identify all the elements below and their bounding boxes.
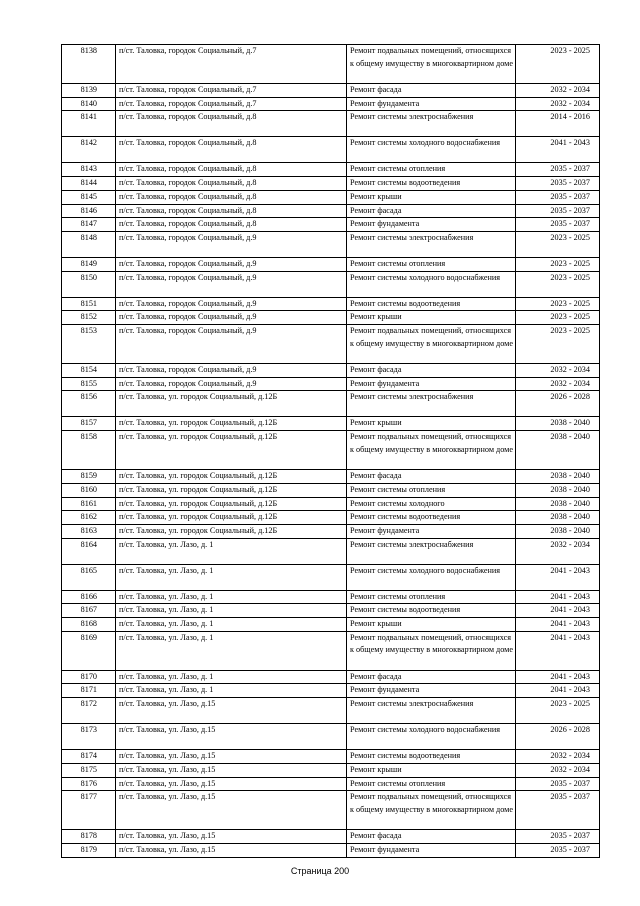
address-cell: п/ст. Таловка, городок Социальный, д.7	[116, 97, 347, 111]
period-cell: 2038 - 2040	[516, 431, 600, 470]
table-row	[62, 218, 600, 232]
period-cell: 2038 - 2040	[516, 511, 600, 525]
table-row	[62, 177, 600, 191]
row-number: 8170	[62, 670, 116, 684]
address-cell: п/ст. Таловка, ул. городок Социальный, д.12Б	[116, 417, 347, 431]
period-cell: 2032 - 2034	[516, 364, 600, 378]
work-type-cell: Ремонт фундамента	[347, 97, 516, 111]
work-type-cell: Ремонт фасада	[347, 364, 516, 378]
table-row	[62, 364, 600, 378]
table-row	[62, 750, 600, 764]
work-type-cell: Ремонт системы отопления	[347, 163, 516, 177]
table-row	[62, 483, 600, 497]
work-type-cell: Ремонт фасада	[347, 204, 516, 218]
table-row	[62, 524, 600, 538]
table-row	[62, 311, 600, 325]
row-number: 8179	[62, 843, 116, 857]
table-row	[62, 590, 600, 604]
period-cell: 2023 - 2025	[516, 297, 600, 311]
work-type-cell: Ремонт фасада	[347, 670, 516, 684]
address-cell: п/ст. Таловка, ул. городок Социальный, д.12Б	[116, 511, 347, 525]
table-row	[62, 830, 600, 844]
table-row	[62, 511, 600, 525]
work-type-cell: Ремонт системы электроснабжения	[347, 111, 516, 137]
period-cell: 2023 - 2025	[516, 271, 600, 297]
row-number: 8149	[62, 257, 116, 271]
address-cell: п/ст. Таловка, ул. Лазо, д.15	[116, 763, 347, 777]
address-cell: п/ст. Таловка, ул. городок Социальный, д.12Б	[116, 431, 347, 470]
row-number: 8155	[62, 377, 116, 391]
address-cell: п/ст. Таловка, городок Социальный, д.9	[116, 271, 347, 297]
page-number: Страница 200	[290, 866, 350, 876]
address-cell: п/ст. Таловка, ул. городок Социальный, д.12Б	[116, 524, 347, 538]
address-cell: п/ст. Таловка, городок Социальный, д.9	[116, 297, 347, 311]
period-cell: 2023 - 2025	[516, 257, 600, 271]
period-cell: 2038 - 2040	[516, 470, 600, 484]
row-number: 8142	[62, 137, 116, 163]
address-cell: п/ст. Таловка, ул. Лазо, д.15	[116, 791, 347, 830]
table-row	[62, 538, 600, 564]
address-cell: п/ст. Таловка, городок Социальный, д.8	[116, 218, 347, 232]
table-row	[62, 391, 600, 417]
table-row	[62, 724, 600, 750]
work-type-cell: Ремонт системы отопления	[347, 483, 516, 497]
table-row	[62, 564, 600, 590]
period-cell: 2035 - 2037	[516, 218, 600, 232]
work-type-cell: Ремонт подвальных помещений, относящихся к общему имуществу в многоквартирном доме	[347, 325, 516, 364]
address-cell: п/ст. Таловка, ул. Лазо, д.15	[116, 830, 347, 844]
table-row	[62, 777, 600, 791]
table-row	[62, 97, 600, 111]
table-row	[62, 190, 600, 204]
work-type-cell: Ремонт крыши	[347, 763, 516, 777]
period-cell: 2041 - 2043	[516, 604, 600, 618]
row-number: 8178	[62, 830, 116, 844]
row-number: 8151	[62, 297, 116, 311]
table-row	[62, 631, 600, 670]
period-cell: 2023 - 2025	[516, 325, 600, 364]
row-number: 8162	[62, 511, 116, 525]
table-row	[62, 698, 600, 724]
row-number: 8141	[62, 111, 116, 137]
row-number: 8169	[62, 631, 116, 670]
work-type-cell: Ремонт фасада	[347, 470, 516, 484]
work-type-cell: Ремонт системы холодного водоснабжения	[347, 564, 516, 590]
address-cell: п/ст. Таловка, ул. Лазо, д.15	[116, 698, 347, 724]
work-type-cell: Ремонт подвальных помещений, относящихся к общему имуществу в многоквартирном доме	[347, 631, 516, 670]
work-type-cell: Ремонт системы электроснабжения	[347, 698, 516, 724]
row-number: 8138	[62, 45, 116, 84]
table-row	[62, 257, 600, 271]
row-number: 8174	[62, 750, 116, 764]
address-cell: п/ст. Таловка, ул. Лазо, д.15	[116, 843, 347, 857]
period-cell: 2032 - 2034	[516, 97, 600, 111]
row-number: 8158	[62, 431, 116, 470]
work-type-cell: Ремонт системы холодного	[347, 497, 516, 511]
row-number: 8160	[62, 483, 116, 497]
table-row	[62, 111, 600, 137]
period-cell: 2038 - 2040	[516, 417, 600, 431]
table-row	[62, 417, 600, 431]
address-cell: п/ст. Таловка, городок Социальный, д.8	[116, 204, 347, 218]
period-cell: 2035 - 2037	[516, 177, 600, 191]
table-body	[62, 45, 600, 858]
row-number: 8168	[62, 618, 116, 632]
period-cell: 2023 - 2025	[516, 698, 600, 724]
work-type-cell: Ремонт фундамента	[347, 684, 516, 698]
address-cell: п/ст. Таловка, ул. городок Социальный, д.12Б	[116, 483, 347, 497]
row-number: 8139	[62, 84, 116, 98]
row-number: 8172	[62, 698, 116, 724]
table-row	[62, 45, 600, 84]
work-type-cell: Ремонт системы водоотведения	[347, 297, 516, 311]
address-cell: п/ст. Таловка, ул. городок Социальный, д.12Б	[116, 391, 347, 417]
table-row	[62, 297, 600, 311]
repair-schedule-table	[61, 44, 600, 858]
period-cell: 2041 - 2043	[516, 618, 600, 632]
table-row	[62, 377, 600, 391]
period-cell: 2035 - 2037	[516, 777, 600, 791]
table-row	[62, 684, 600, 698]
work-type-cell: Ремонт системы электроснабжения	[347, 231, 516, 257]
address-cell: п/ст. Таловка, ул. Лазо, д. 1	[116, 590, 347, 604]
table-row	[62, 763, 600, 777]
address-cell: п/ст. Таловка, ул. городок Социальный, д.12Б	[116, 470, 347, 484]
row-number: 8148	[62, 231, 116, 257]
period-cell: 2035 - 2037	[516, 190, 600, 204]
work-type-cell: Ремонт фундамента	[347, 843, 516, 857]
table-row	[62, 231, 600, 257]
table-row	[62, 271, 600, 297]
period-cell: 2026 - 2028	[516, 724, 600, 750]
row-number: 8146	[62, 204, 116, 218]
period-cell: 2035 - 2037	[516, 791, 600, 830]
row-number: 8164	[62, 538, 116, 564]
address-cell: п/ст. Таловка, городок Социальный, д.9	[116, 231, 347, 257]
row-number: 8171	[62, 684, 116, 698]
row-number: 8145	[62, 190, 116, 204]
table-row	[62, 470, 600, 484]
period-cell: 2038 - 2040	[516, 524, 600, 538]
address-cell: п/ст. Таловка, городок Социальный, д.7	[116, 84, 347, 98]
address-cell: п/ст. Таловка, ул. Лазо, д. 1	[116, 684, 347, 698]
work-type-cell: Ремонт системы электроснабжения	[347, 391, 516, 417]
address-cell: п/ст. Таловка, ул. Лазо, д.15	[116, 750, 347, 764]
address-cell: п/ст. Таловка, городок Социальный, д.9	[116, 311, 347, 325]
period-cell: 2023 - 2025	[516, 311, 600, 325]
period-cell: 2032 - 2034	[516, 750, 600, 764]
address-cell: п/ст. Таловка, ул. Лазо, д. 1	[116, 618, 347, 632]
row-number: 8166	[62, 590, 116, 604]
work-type-cell: Ремонт системы водоотведения	[347, 177, 516, 191]
work-type-cell: Ремонт системы холодного водоснабжения	[347, 724, 516, 750]
address-cell: п/ст. Таловка, городок Социальный, д.8	[116, 137, 347, 163]
period-cell: 2032 - 2034	[516, 84, 600, 98]
address-cell: п/ст. Таловка, ул. Лазо, д. 1	[116, 564, 347, 590]
address-cell: п/ст. Таловка, ул. Лазо, д.15	[116, 724, 347, 750]
work-type-cell: Ремонт системы водоотведения	[347, 511, 516, 525]
period-cell: 2035 - 2037	[516, 830, 600, 844]
period-cell: 2035 - 2037	[516, 843, 600, 857]
table-row	[62, 163, 600, 177]
row-number: 8163	[62, 524, 116, 538]
address-cell: п/ст. Таловка, ул. Лазо, д. 1	[116, 670, 347, 684]
period-cell: 2041 - 2043	[516, 631, 600, 670]
work-type-cell: Ремонт системы электроснабжения	[347, 538, 516, 564]
address-cell: п/ст. Таловка, ул. городок Социальный, д.12Б	[116, 497, 347, 511]
work-type-cell: Ремонт фасада	[347, 84, 516, 98]
address-cell: п/ст. Таловка, городок Социальный, д.8	[116, 163, 347, 177]
work-type-cell: Ремонт фасада	[347, 830, 516, 844]
work-type-cell: Ремонт системы водоотведения	[347, 604, 516, 618]
table-row	[62, 604, 600, 618]
table-row	[62, 843, 600, 857]
work-type-cell: Ремонт крыши	[347, 417, 516, 431]
work-type-cell: Ремонт системы водоотведения	[347, 750, 516, 764]
row-number: 8154	[62, 364, 116, 378]
row-number: 8159	[62, 470, 116, 484]
row-number: 8177	[62, 791, 116, 830]
row-number: 8143	[62, 163, 116, 177]
work-type-cell: Ремонт подвальных помещений, относящихся к общему имуществу в многоквартирном доме	[347, 431, 516, 470]
address-cell: п/ст. Таловка, городок Социальный, д.8	[116, 111, 347, 137]
row-number: 8161	[62, 497, 116, 511]
work-type-cell: Ремонт системы отопления	[347, 590, 516, 604]
table-row	[62, 325, 600, 364]
address-cell: п/ст. Таловка, ул. Лазо, д. 1	[116, 604, 347, 618]
row-number: 8150	[62, 271, 116, 297]
address-cell: п/ст. Таловка, ул. Лазо, д. 1	[116, 631, 347, 670]
row-number: 8173	[62, 724, 116, 750]
period-cell: 2023 - 2025	[516, 231, 600, 257]
row-number: 8156	[62, 391, 116, 417]
period-cell: 2035 - 2037	[516, 204, 600, 218]
row-number: 8175	[62, 763, 116, 777]
table-row	[62, 84, 600, 98]
row-number: 8153	[62, 325, 116, 364]
work-type-cell: Ремонт системы отопления	[347, 257, 516, 271]
address-cell: п/ст. Таловка, городок Социальный, д.7	[116, 45, 347, 84]
address-cell: п/ст. Таловка, городок Социальный, д.9	[116, 257, 347, 271]
address-cell: п/ст. Таловка, городок Социальный, д.8	[116, 177, 347, 191]
row-number: 8140	[62, 97, 116, 111]
row-number: 8144	[62, 177, 116, 191]
work-type-cell: Ремонт системы холодного водоснабжения	[347, 271, 516, 297]
row-number: 8165	[62, 564, 116, 590]
period-cell: 2032 - 2034	[516, 763, 600, 777]
address-cell: п/ст. Таловка, городок Социальный, д.9	[116, 377, 347, 391]
period-cell: 2026 - 2028	[516, 391, 600, 417]
period-cell: 2032 - 2034	[516, 377, 600, 391]
address-cell: п/ст. Таловка, ул. Лазо, д.15	[116, 777, 347, 791]
period-cell: 2041 - 2043	[516, 590, 600, 604]
row-number: 8147	[62, 218, 116, 232]
table-row	[62, 431, 600, 470]
work-type-cell: Ремонт подвальных помещений, относящихся к общему имуществу в многоквартирном доме	[347, 45, 516, 84]
period-cell: 2041 - 2043	[516, 564, 600, 590]
address-cell: п/ст. Таловка, городок Социальный, д.9	[116, 325, 347, 364]
period-cell: 2032 - 2034	[516, 538, 600, 564]
table-row	[62, 204, 600, 218]
table-row	[62, 670, 600, 684]
row-number: 8176	[62, 777, 116, 791]
work-type-cell: Ремонт крыши	[347, 311, 516, 325]
table-row	[62, 137, 600, 163]
period-cell: 2038 - 2040	[516, 497, 600, 511]
work-type-cell: Ремонт фундамента	[347, 218, 516, 232]
work-type-cell: Ремонт крыши	[347, 190, 516, 204]
work-type-cell: Ремонт фундамента	[347, 524, 516, 538]
work-type-cell: Ремонт крыши	[347, 618, 516, 632]
address-cell: п/ст. Таловка, городок Социальный, д.8	[116, 190, 347, 204]
work-type-cell: Ремонт фундамента	[347, 377, 516, 391]
period-cell: 2041 - 2043	[516, 137, 600, 163]
period-cell: 2041 - 2043	[516, 670, 600, 684]
period-cell: 2014 - 2016	[516, 111, 600, 137]
work-type-cell: Ремонт системы отопления	[347, 777, 516, 791]
period-cell: 2023 - 2025	[516, 45, 600, 84]
period-cell: 2041 - 2043	[516, 684, 600, 698]
table-row	[62, 618, 600, 632]
address-cell: п/ст. Таловка, ул. Лазо, д. 1	[116, 538, 347, 564]
row-number: 8152	[62, 311, 116, 325]
table-row	[62, 497, 600, 511]
period-cell: 2038 - 2040	[516, 483, 600, 497]
work-type-cell: Ремонт подвальных помещений, относящихся к общему имуществу в многоквартирном доме	[347, 791, 516, 830]
row-number: 8167	[62, 604, 116, 618]
table-row	[62, 791, 600, 830]
row-number: 8157	[62, 417, 116, 431]
work-type-cell: Ремонт системы холодного водоснабжения	[347, 137, 516, 163]
address-cell: п/ст. Таловка, городок Социальный, д.9	[116, 364, 347, 378]
period-cell: 2035 - 2037	[516, 163, 600, 177]
